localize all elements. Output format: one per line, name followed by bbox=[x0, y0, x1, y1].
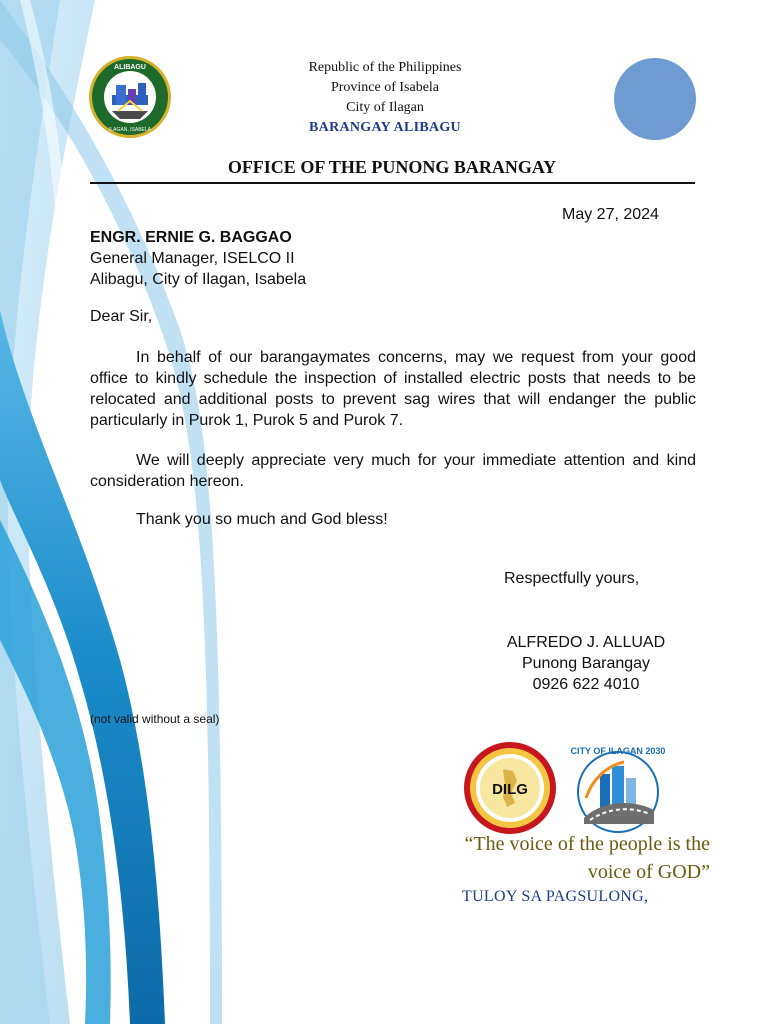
salutation: Dear Sir, bbox=[90, 308, 153, 325]
ilagan-logo-text: CITY OF ILAGAN 2030 bbox=[570, 746, 666, 756]
signature-block bbox=[498, 632, 674, 695]
republic-line: Republic of the Philippines bbox=[308, 60, 462, 75]
body-paragraph-request: In behalf of our barangaymates concerns, may we request from your good office to kindly schedule the inspection of installed electric posts that needs to be relocated and additional posts to prevent sag wires that will endanger the public particularly in Purok 1, Purok 5 and Purok 7. bbox=[90, 349, 696, 429]
city-line: City of Ilagan bbox=[346, 100, 424, 115]
quote-line-1: “The voice of the people is the bbox=[464, 833, 710, 855]
quote-line-2: voice of GOD” bbox=[587, 861, 710, 883]
signatory-phone: 0926 622 4010 bbox=[532, 676, 640, 693]
city-of-ilagan-2030-logo bbox=[570, 740, 666, 836]
closing: Respectfully yours, bbox=[504, 570, 640, 587]
province-line: Province of Isabela bbox=[330, 80, 440, 95]
svg-text:ILAGAN, ISABELA: ILAGAN, ISABELA bbox=[109, 127, 151, 133]
quote bbox=[420, 830, 710, 886]
validity-note: (not valid without a seal) bbox=[90, 712, 220, 726]
header-divider bbox=[90, 182, 695, 184]
letterhead bbox=[260, 58, 510, 138]
office-title: OFFICE OF THE PUNONG BARANGAY bbox=[227, 157, 557, 177]
recipient-block bbox=[90, 227, 306, 290]
dilg-seal bbox=[463, 741, 557, 835]
dilg-label: DILG bbox=[492, 781, 528, 798]
blue-circle-placeholder bbox=[614, 58, 696, 140]
body-paragraph-appreciation: We will deeply appreciate very much for your immediate attention and kind consideration hereon. bbox=[90, 452, 696, 490]
barangay-alibagu-seal bbox=[88, 55, 172, 139]
signatory-position: Punong Barangay bbox=[521, 655, 651, 672]
motto: TULOY SA PAGSULONG, bbox=[462, 888, 649, 905]
signatory-name: ALFREDO J. ALLUAD bbox=[506, 634, 666, 651]
letter-date: May 27, 2024 bbox=[562, 206, 659, 223]
recipient-name: ENGR. ERNIE G. BAGGAO bbox=[90, 229, 292, 246]
recipient-address: Alibagu, City of Ilagan, Isabela bbox=[90, 271, 307, 288]
recipient-title: General Manager, ISELCO II bbox=[90, 250, 295, 267]
svg-text:ALIBAGU: ALIBAGU bbox=[114, 64, 146, 71]
barangay-name: BARANGAY ALIBAGU bbox=[309, 120, 461, 135]
body-paragraph-thanks: Thank you so much and God bless! bbox=[136, 511, 388, 528]
